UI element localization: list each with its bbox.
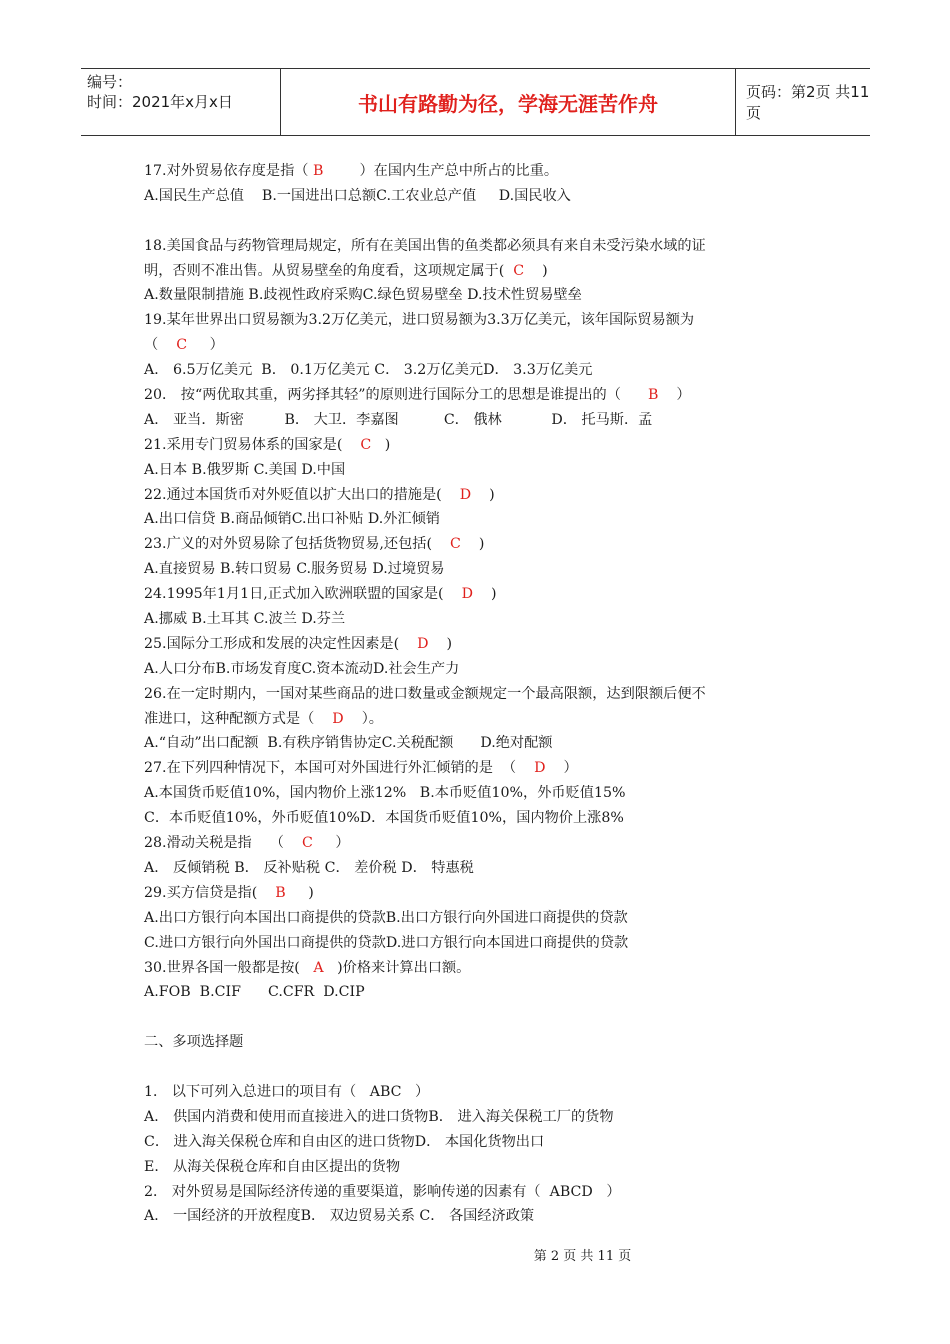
line-text: 二、多项选择题 (144, 1034, 244, 1051)
line-text: 1． 以下可列入总进口的项目有（ ABC ） (144, 1083, 430, 1100)
line-text-tail: ）。 (343, 710, 383, 727)
text-line (144, 707, 824, 732)
blank-line (144, 1005, 824, 1030)
text-line (144, 433, 824, 458)
line-text: 28.滑动关税是指 （ (144, 835, 302, 852)
answer-mark: B (312, 163, 324, 179)
line-text: A.数量限制措施 B.歧视性政府采购C.绿色贸易壁垒 D.技术性贸易壁垒 (144, 287, 582, 304)
answer-mark: A (313, 959, 324, 976)
text-line (144, 159, 824, 184)
line-text-tail: ） (312, 835, 350, 852)
text-line (144, 532, 824, 557)
answer-mark: D (461, 586, 473, 603)
text-line (144, 682, 824, 707)
text-line (144, 607, 824, 632)
line-text-tail: ） (658, 387, 691, 404)
text-line (144, 557, 824, 582)
line-text: 27.在下列四种情况下，本国可对外国进行外汇倾销的是 （ (144, 760, 535, 777)
line-text-tail: ) (428, 635, 453, 652)
line-text: 2． 对外贸易是国际经济传递的重要渠道，影响传递的因素有（ ABCD ） (144, 1183, 621, 1200)
document-body (144, 159, 824, 1229)
text-line (144, 408, 824, 433)
line-text: 明，否则不准出售。从贸易壁垒的角度看，这项规定属于( (144, 262, 514, 279)
header-motto: 书山有路勤为径，学海无涯苦作舟 (281, 69, 736, 135)
text-line (144, 358, 824, 383)
line-text: 20． 按“两优取其重，两劣择其轻”的原则进行国际分工的思想是谁提出的（ (144, 387, 648, 404)
line-text-tail: ) (285, 884, 314, 901)
answer-mark: B (275, 884, 286, 901)
page-header (81, 68, 870, 136)
line-text: A.出口方银行向本国出口商提供的贷款B.出口方银行向外国进口商提供的贷款 (144, 909, 628, 926)
line-text-tail: ）在国内生产总中所占的比重。 (323, 163, 559, 179)
line-text: 25.国际分工形成和发展的决定性因素是( (144, 635, 418, 652)
text-line (144, 1180, 824, 1205)
blank-line (144, 209, 824, 234)
text-line (144, 806, 824, 831)
text-line (144, 980, 824, 1005)
line-text: 21.采用专门贸易体系的国家是( (144, 436, 361, 453)
line-text: 准进口，这种配额方式是（ (144, 710, 333, 727)
line-text: 17.对外贸易依存度是指（ (144, 163, 313, 179)
text-line (144, 1204, 824, 1229)
text-line (144, 1130, 824, 1155)
text-line (144, 1080, 824, 1105)
footer-page-number: 第 2 页 共 11 页 (533, 1249, 632, 1264)
text-line (144, 283, 824, 308)
line-text: 22.通过本国货币对外贬值以扩大出口的措施是( (144, 486, 460, 503)
text-line (144, 259, 824, 284)
text-line (144, 906, 824, 931)
line-text: （ (144, 337, 177, 354)
text-line (144, 383, 824, 408)
page-footer (0, 1245, 950, 1264)
text-line (144, 333, 824, 358)
code-label: 编号： (87, 73, 133, 91)
line-text: 18.美国食品与药物管理局规定，所有在美国出售的鱼类都必须具有来自未受污染水域的证 (144, 237, 706, 254)
answer-mark: D (417, 635, 429, 652)
line-text: 24.1995年1月1日,正式加入欧洲联盟的国家是( (144, 586, 462, 603)
text-line (144, 582, 824, 607)
answer-mark: B (647, 387, 659, 404)
answer-mark: D (332, 710, 344, 727)
line-text: A． 一国经济的开放程度B． 双边贸易关系 C． 各国经济政策 (144, 1208, 535, 1225)
line-text: A.人口分布B.市场发育度C.资本流动D.社会生产力 (144, 660, 460, 677)
line-text: A． 亚当．斯密 B． 大卫．李嘉图 C． 俄林 D． 托马斯．孟 (144, 411, 653, 428)
header-meta (81, 69, 281, 135)
line-text: 26.在一定时期内，一国对某些商品的进口数量或金额规定一个最高限额，达到限额后便不 (144, 685, 706, 702)
line-text: 19.某年世界出口贸易额为3.2万亿美元，进口贸易额为3.3万亿美元，该年国际贸易额为 (144, 312, 695, 329)
line-text: C.进口方银行向外国出口商提供的贷款D.进口方银行向本国进口商提供的贷款 (144, 934, 629, 951)
header-page-info: 页码：第2页 共11页 (746, 83, 870, 122)
line-text: A.出口信贷 B.商品倾销C.出口补贴 D.外汇倾销 (144, 511, 440, 528)
answer-mark: C (360, 436, 372, 453)
line-text-tail: ) (524, 262, 548, 279)
text-line (144, 731, 824, 756)
text-line (144, 781, 824, 806)
line-text-tail: ） (545, 760, 578, 777)
blank-line (144, 1055, 824, 1080)
date-label: 时间：2021年x月x日 (87, 93, 233, 111)
line-text-tail: ） (187, 337, 224, 354)
line-text: 30.世界各国一般都是按( (144, 959, 314, 976)
text-line (144, 931, 824, 956)
line-text-tail: ) (473, 586, 497, 603)
answer-mark: C (513, 262, 525, 279)
text-line (144, 184, 824, 209)
text-line (144, 1105, 824, 1130)
line-text: A.国民生产总值 B.一国进出口总额C.工农业总产值 D.国民收入 (144, 187, 571, 204)
text-line (144, 956, 824, 981)
text-line (144, 483, 824, 508)
line-text: A.日本 B.俄罗斯 C.美国 D.中国 (144, 461, 346, 478)
text-line (144, 881, 824, 906)
text-line (144, 632, 824, 657)
line-text: E． 从海关保税仓库和自由区提出的货物 (144, 1158, 401, 1175)
line-text: A.本国货币贬值10%，国内物价上涨12% B.本币贬值10%，外币贬值15% (144, 785, 626, 802)
line-text: 23.广义的对外贸易除了包括货物贸易,还包括( (144, 536, 451, 553)
line-text-tail: ) (460, 536, 485, 553)
text-line (144, 458, 824, 483)
text-line (144, 507, 824, 532)
line-text: A.FOB B.CIF C.CFR D.CIP (144, 984, 365, 1001)
text-line (144, 657, 824, 682)
line-text: A.“自动”出口配额 B.有秩序销售协定C.关税配额 D.绝对配额 (144, 735, 553, 752)
line-text-tail: ) (371, 436, 391, 453)
text-line (144, 308, 824, 333)
text-line (144, 831, 824, 856)
answer-mark: D (534, 760, 546, 777)
line-text: C．本币贬值10%，外币贬值10%D．本国货币贬值10%，国内物价上涨8% (144, 810, 624, 827)
text-line (144, 1155, 824, 1180)
text-line (144, 1030, 824, 1055)
answer-mark: C (301, 835, 313, 852)
line-text-tail: )价格来计算出口额。 (323, 959, 471, 976)
text-line (144, 856, 824, 881)
line-text: C． 进入海关保税仓库和自由区的进口货物D． 本国化货物出口 (144, 1133, 545, 1150)
line-text: A． 6.5万亿美元 B． 0.1万亿美元 C． 3.2万亿美元D． 3.3万亿美元 (144, 362, 593, 379)
line-text: A.挪威 B.土耳其 C.波兰 D.芬兰 (144, 611, 346, 628)
line-text: A.直接贸易 B.转口贸易 C.服务贸易 D.过境贸易 (144, 561, 445, 578)
answer-mark: C (176, 337, 188, 354)
line-text-tail: ) (471, 486, 495, 503)
line-text: 29.买方信贷是指( (144, 884, 276, 901)
text-line (144, 756, 824, 781)
answer-mark: D (459, 486, 472, 503)
answer-mark: C (450, 536, 461, 553)
line-text: A． 反倾销税 B． 反补贴税 C． 差价税 D． 特惠税 (144, 859, 474, 876)
text-line (144, 234, 824, 259)
line-text: A． 供国内消费和使用而直接进入的进口货物B． 进入海关保税工厂的货物 (144, 1108, 614, 1125)
